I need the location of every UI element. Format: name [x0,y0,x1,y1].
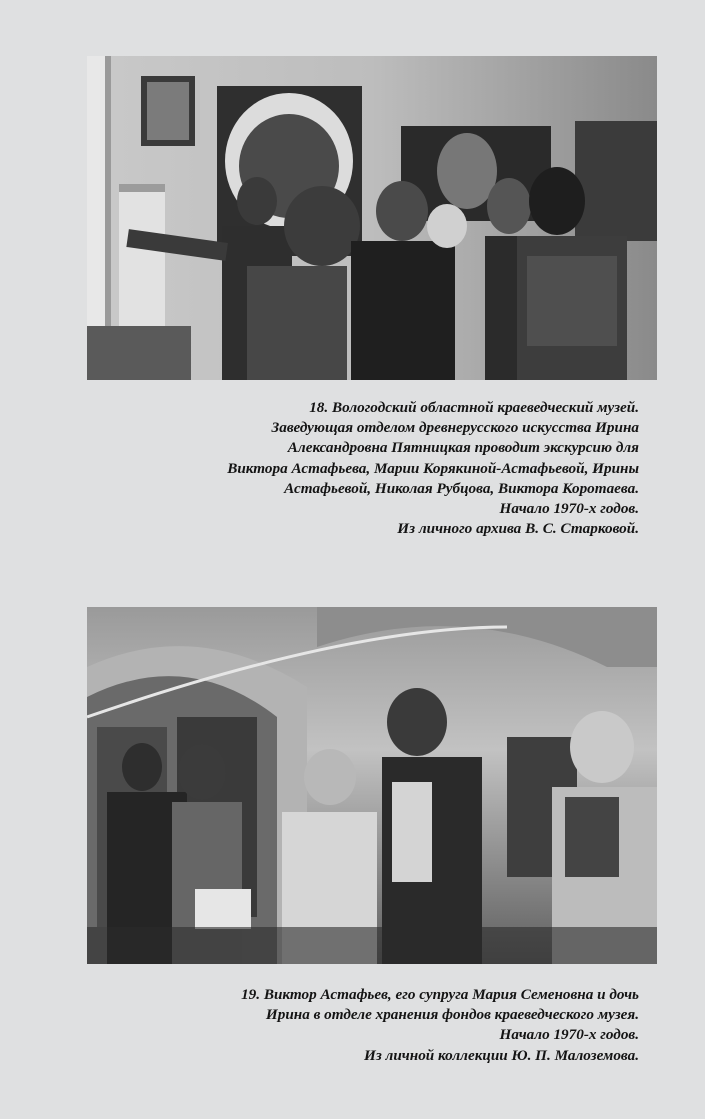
caption-line: Заведующая отделом древнерусского искусства Ирина [271,419,639,437]
caption-line: 19. Виктор Астафьев, его супруга Мария Семеновна и дочь [241,986,639,1003]
caption-line: Начало 1970-х годов. [499,500,639,518]
photo-museum-excursion [87,56,657,380]
photo-18-image [87,56,657,380]
caption-line: Астафьевой, Николая Рубцова, Виктора Коротаева. [284,479,639,497]
photo-caption-18 [227,398,639,539]
caption-line: Александровна Пятницкая проводит экскурсию для [287,439,639,457]
caption-line: Из личного архива В. С. Старковой. [397,520,639,538]
photo-museum-storage [87,607,657,964]
caption-line: Виктора Астафьева, Марии Корякиной-Астафьевой, Ирины [227,459,639,477]
photo-19-image [87,607,657,964]
caption-line: 18. Вологодский областной краеведческий музей. [309,399,639,416]
caption-line: Ирина в отделе хранения фондов краеведческого музея. [265,1006,639,1024]
photo-caption-19 [241,985,639,1066]
caption-line: Из личной коллекции Ю. П. Малоземова. [364,1046,639,1064]
caption-line: Начало 1970-х годов. [499,1026,639,1044]
